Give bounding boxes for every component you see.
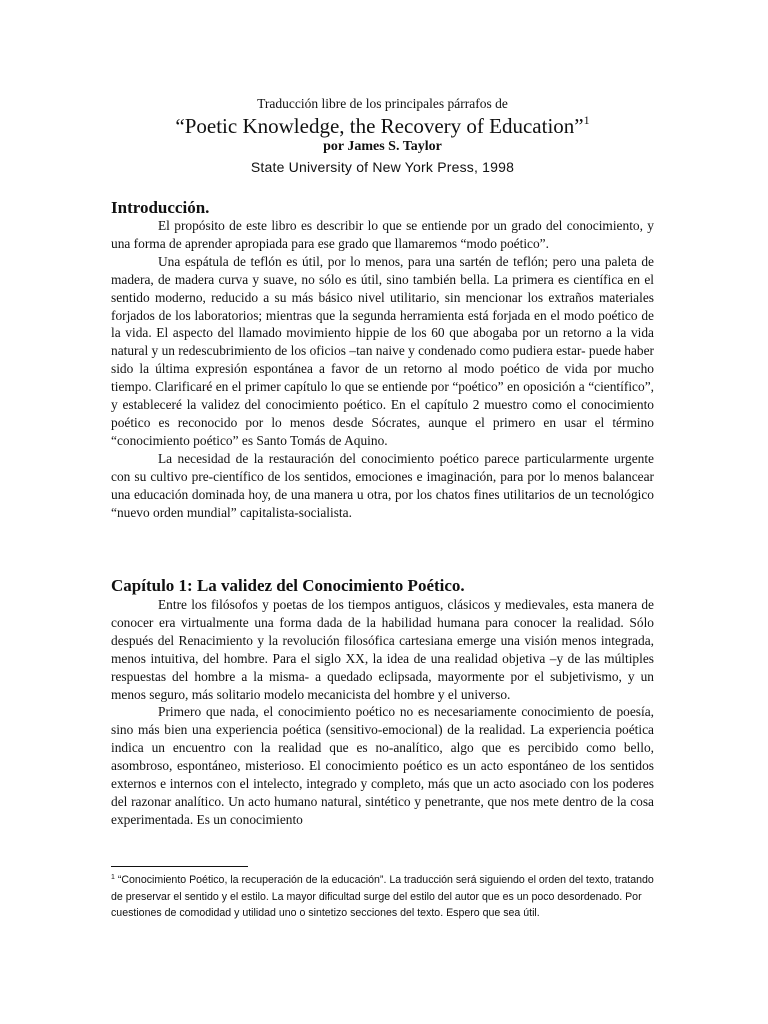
chapter1-paragraph: Primero que nada, el conocimiento poético no es necesariamente conocimiento de poesía, sino más bien una experiencia poética (sensitivo-emocional) de la realidad. La experiencia poética indica un encuentro con la realidad que es no-analítico, algo que es percibido como bello, asombroso, espontáneo, misterioso. El conocimiento poético es un acto espontáneo de los sentidos externos e internos con el intelecto, integrado y completo, más que un acto asociado con los poderes del razonar analítico. Un acto humano natural, sintético y penetrante, que nos mete dentro de la cosa experimentada. Es un conocimiento	[111, 704, 654, 827]
footnote-text: “Conocimiento Poético, la recuperación de la educación”. La traducción será siguiendo el orden del texto, tratando de preservar el sentido y el estilo. La mayor dificultad surge del estilo del autor que es un poco desordenado. Por cuestiones de comodidad y utilidad uno o sintetizo secciones del texto. Espero que sea útil.	[111, 874, 654, 919]
chapter1-heading: Capítulo 1: La validez del Conocimiento Poético.	[111, 576, 465, 595]
chapter1-paragraph: Entre los filósofos y poetas de los tiempos antiguos, clásicos y medievales, esta manera de conocer era virtualmente una forma dada de la habilidad humana para conocer la realidad. Sólo después del Renacimiento y la revolución filosófica cartesiana emerge una visión menos integrada, menos intuitiva, del hombre. Para el siglo XX, la idea de una realidad objetiva –y de las múltiples respuestas del hombre a la misma- a quedado eclipsada, mayormente por el subjetivismo, y un menos seguro, más solitario modelo mecanicista del hombre y el universo.	[111, 597, 654, 702]
header-subtitle: Traducción libre de los principales párrafos de	[257, 96, 508, 111]
footnote	[111, 870, 654, 922]
intro-paragraph: Una espátula de teflón es útil, por lo menos, para una sartén de teflón; pero una paleta de madera, de madera curva y suave, no sólo es útil, sino también bella. La primera es científica en el sentido moderno, reducido a su más básico nivel utilitario, sin mencionar los extraños materiales forjados de los laboratorios; mientras que la segunda herramienta está forjada en el modo poético de la vida. El aspecto del llamado movimiento hippie de los 60 que abogaba por un retorno a la vida natural y un redescubrimiento de los oficios –tan naive y condenado como pudiera estar- puede haber sido la última expresión espontánea a favor de un retorno al modo poético de vida por mucho tiempo. Clarificaré en el primer capítulo lo que se entiende por “poético” en oposición a “científico”, y estableceré la validez del conocimiento poético. En el capítulo 2 muestro como el conocimiento poético es reconocido por lo menos desde Sócrates, aunque el primero en usar el término “conocimiento poético” es Santo Tomás de Aquino.	[111, 253, 654, 448]
intro-section	[111, 217, 654, 521]
document-title	[111, 113, 654, 139]
footnote-number: 1	[111, 874, 115, 881]
intro-paragraph: El propósito de este libro es describir lo que se entiende por un grado del conocimiento, y una forma de aprender apropiada para ese grado que llamaremos “modo poético”.	[111, 218, 654, 251]
chapter1-section	[111, 596, 654, 829]
intro-heading: Introducción.	[111, 198, 210, 217]
footnote-reference: 1	[583, 113, 590, 127]
author-line: por James S. Taylor	[323, 139, 442, 154]
footnote-divider	[111, 866, 248, 867]
publisher-line: State University of New York Press, 1998	[250, 159, 515, 175]
document-title-text: “Poetic Knowledge, the Recovery of Education”	[175, 114, 584, 138]
intro-paragraph: La necesidad de la restauración del conocimiento poético parece particularmente urgente con su cultivo pre-científico de los sentidos, emociones e imaginación, para por lo menos balancear una educación dominada hoy, de una manera u otra, por los chatos fines utilitarios de un tecnológico “nuevo orden mundial” capitalista-socialista.	[111, 450, 654, 520]
